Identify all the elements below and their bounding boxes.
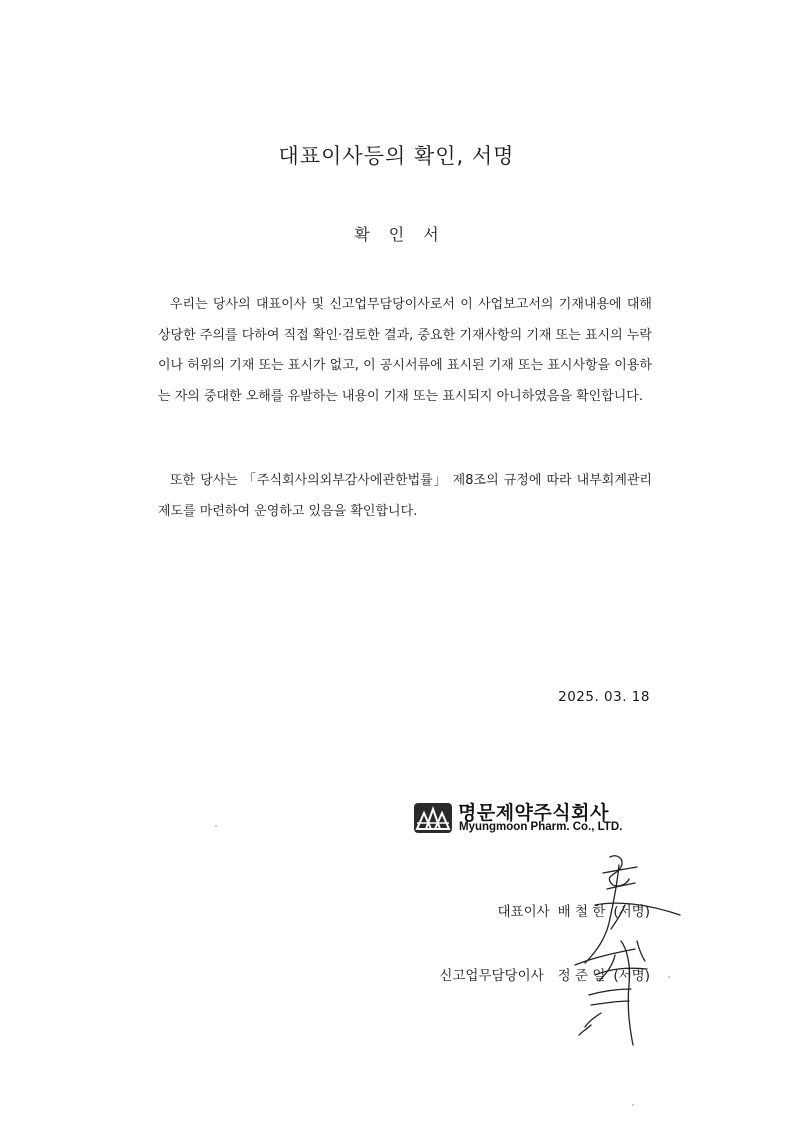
document-title: 대표이사등의 확인, 서명 [278, 144, 515, 168]
document-subtitle: 확 인 서 [354, 225, 439, 244]
scan-speck [632, 1104, 634, 1106]
document-date: 2025. 03. 18 [558, 689, 650, 705]
company-name-korean: 명문제약주식회사 [458, 802, 609, 824]
signatory-row-reporting-director [439, 964, 650, 984]
company-logo [414, 800, 654, 840]
company-logo-mark-icon [414, 803, 452, 833]
signatory-row-ceo [497, 900, 650, 920]
paragraph-2-text: 또한 당사는 「주식회사의외부감사에관한법률」 제8조의 규정에 따라 내부회계관리제도를 마련하여 운영하고 있음을 확인합니다. [158, 473, 652, 519]
signature-label: (서명) [613, 904, 650, 920]
signature-label: (서명) [613, 968, 650, 984]
company-name-english: Myungmoon Pharm. Co., LTD. [459, 821, 623, 833]
signatory-name: 정 준 일 [557, 968, 606, 984]
scan-speck [668, 976, 670, 978]
confirmation-paragraph-2 [158, 466, 652, 527]
handwritten-signature-icon [555, 845, 695, 1055]
confirmation-paragraph-1 [158, 290, 652, 412]
signatory-role: 신고업무담당이사 [439, 968, 544, 984]
paragraph-1-text: 우리는 당사의 대표이사 및 신고업무담당이사로서 이 사업보고서의 기재내용에 대해 상당한 주의를 다하여 직접 확인·검토한 결과, 중요한 기재사항의 기재 또는 표시의 누락이나 허위의 기재 또는 표시가 없고, 이 공시서류에 표시된 기재 또는 표시사항을 이용하는 자의 중대한 오해를 유발하는 내용이 기재 또는 표시되지 아니하였음을 확인합니다. [158, 297, 652, 404]
scan-speck [215, 825, 217, 827]
signatory-role: 대표이사 [497, 904, 550, 920]
signatory-name: 배 철 한 [557, 904, 606, 920]
